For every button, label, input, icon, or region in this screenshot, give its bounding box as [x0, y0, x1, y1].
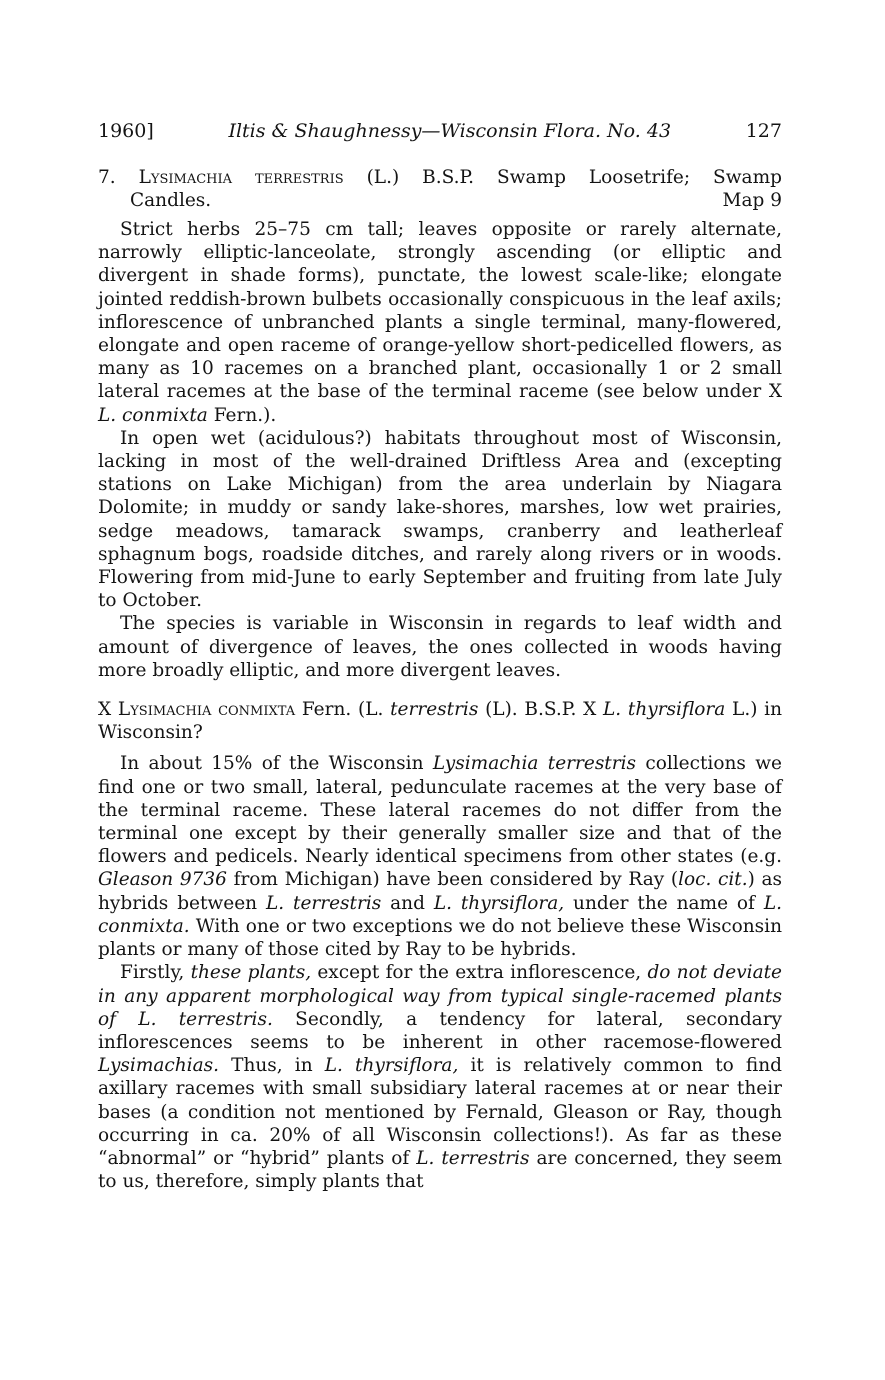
header-title: Iltis & Shaughnessy—Wisconsin Flora. No. 43 — [228, 120, 672, 142]
page-number: 127 — [745, 120, 782, 142]
header-year: 1960] — [98, 120, 154, 142]
hybrid-paragraph-1: In about 15% of the Wisconsin Lysimachia terrestris collections we find one or two small, lateral, pedunculate racemes at the very base of the terminal raceme. These lateral racemes do not differ from the terminal one except by their generally smaller size and that of the flowers and pedicels. Nearly identical specimens from other states (e.g. Gleason 9736 from Michigan) have been considered by Ray (loc. cit.) as hybrids between L. terrestris and L. thyrsiflora, under the name of L. conmixta. With one or two exceptions we do not believe these Wisconsin plants or many of those cited by Ray to be hybrids. — [98, 753, 782, 961]
habitat-paragraph: In open wet (acidulous?) habitats throughout most of Wisconsin, lacking in most of the well-drained Driftless Area and (excepting stations on Lake Michigan) from the area underlain by Niagara Dolomite; in muddy or sandy lake-shores, marshes, low wet prairies, sedge meadows, tamarack swamps, cranberry and leatherleaf sphagnum bogs, roadside ditches, and rarely along rivers or in woods. Flowering from mid-June to early September and fruiting from late July to October. — [98, 427, 782, 612]
running-header — [98, 118, 782, 144]
map-reference: Map 9 — [722, 190, 782, 211]
species-common-cont: Candles. — [130, 190, 212, 211]
hybrid-paragraph-2: Firstly, these plants, except for the extra inflorescence, do not deviate in any apparent morphological way from typical single-racemed plants of L. terrestris. Secondly, a tendency for lateral, secondary inflorescences seems to be inherent in other racemose-flowered Lysimachias. Thus, in L. thyrsiflora, it is relatively common to find axillary racemes with small subsidiary lateral racemes at or near their bases (a condition not mentioned by Fernald, Gleason or Ray, though occurring in ca. 20% of all Wisconsin collections!). As far as these “abnormal” or “hybrid” plants of L. terrestris are concerned, they seem to us, therefore, simply plants that — [98, 962, 783, 1193]
page — [98, 118, 782, 1193]
species-heading — [98, 166, 782, 189]
species-name: Lysimachia terrestris — [138, 167, 344, 188]
species-authority: (L.) B.S.P. Swamp Loosetrife; Swamp — [366, 167, 782, 188]
species-heading-cont — [98, 189, 782, 212]
description-paragraph: Strict herbs 25–75 cm tall; leaves opposite or rarely alternate, narrowly elliptic-lanceolate, strongly ascending (or elliptic and divergent in shade forms), punctate, the lowest scale-like; elongate jointed reddish-brown bulbets occasionally conspicuous in the leaf axils; inflorescence of unbranched plants a single terminal, many-flowered, elongate and open raceme of orange-yellow short-pedicelled flowers, as many as 10 racemes on a branched plant, occasionally 1 or 2 small lateral racemes at the base of the terminal raceme (see below under X L. conmixta Fern.). — [98, 219, 782, 426]
variation-paragraph: The species is variable in Wisconsin in regards to leaf width and amount of divergence of leaves, the ones collected in woods having more broadly elliptic, and more divergent leaves. — [98, 613, 782, 681]
species-number: 7. — [98, 167, 116, 188]
hybrid-name: Lysimachia conmixta — [117, 699, 296, 721]
hybrid-heading: X Lysimachia conmixta Fern. (L. terrestris (L). B.S.P. X L. thyrsiflora L.) in Wisconsin? — [98, 699, 783, 744]
